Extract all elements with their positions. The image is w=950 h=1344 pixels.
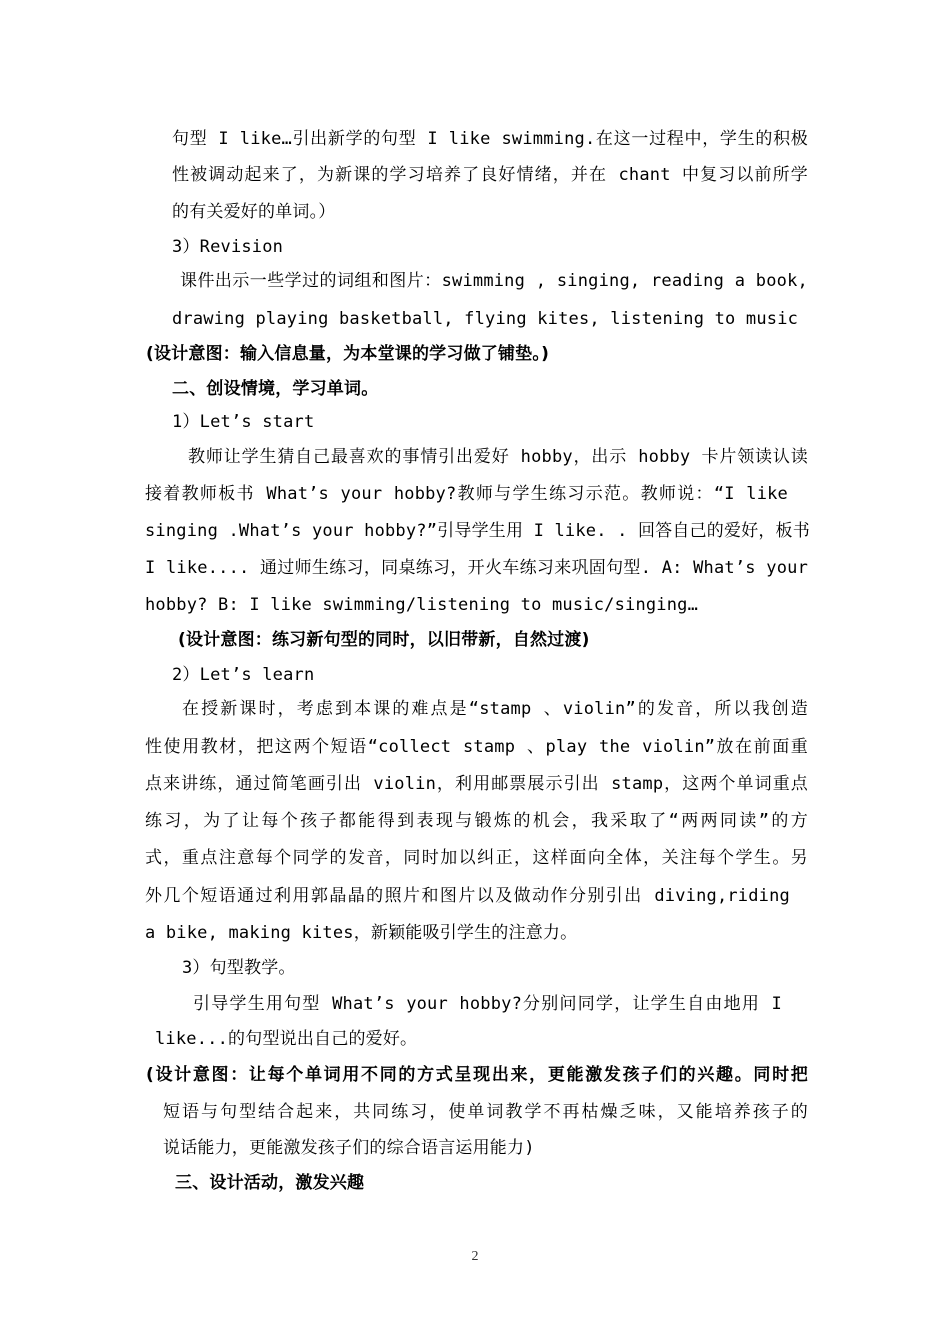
paragraph-line: drawing playing basketball, flying kites, listening to music <box>172 309 799 329</box>
paragraph-line: 教师让学生猜自己最喜欢的事情引出爱好 hobby，出示 hobby 卡片领读认读 <box>188 447 808 467</box>
paragraph-line: 接着教师板书 What’s your hobby?教师与学生练习示范。教师说：“I like <box>145 484 788 504</box>
paragraph-line: 句型 I like…引出新学的句型 I like swimming.在这一过程中，学生的积极 <box>172 129 808 149</box>
list-item-heading: 2）Let’s learn <box>172 665 315 685</box>
list-item-heading: 1）Let’s start <box>172 412 315 432</box>
paragraph-line: I like.... 通过师生练习，同桌练习，开火车练习来巩固句型. A: What’s your <box>145 558 808 578</box>
paragraph-line: 性使用教材，把这两个短语“collect stamp 、play the violin”放在前面重 <box>145 737 808 757</box>
paragraph-line: 在授新课时，考虑到本课的难点是“stamp 、violin”的发音，所以我创造 <box>182 699 808 719</box>
section-heading: 三、设计活动，激发兴趣 <box>175 1173 365 1193</box>
paragraph-line: 式，重点注意每个同学的发音，同时加以纠正，这样面向全体，关注每个学生。另 <box>145 848 808 868</box>
paragraph-line: 练习，为了让每个孩子都能得到表现与锻炼的机会，我采取了“两两同读”的方 <box>145 811 808 831</box>
paragraph-line: 短语与句型结合起来，共同练习，使单词教学不再枯燥乏味，又能培养孩子的 <box>163 1102 808 1122</box>
paragraph-line: singing .What’s your hobby?”引导学生用 I like. . 回答自己的爱好，板书 <box>145 521 810 541</box>
section-heading: 二、创设情境，学习单词。 <box>172 379 379 399</box>
paragraph-line: 外几个短语通过利用郭晶晶的照片和图片以及做动作分别引出 diving,riding <box>145 886 790 906</box>
page-number: 2 <box>471 1249 479 1264</box>
paragraph-line: 性被调动起来了，为新课的学习培养了良好情绪，并在 chant 中复习以前所学 <box>172 165 808 185</box>
list-item-heading: 3）句型教学。 <box>182 958 296 978</box>
paragraph-line: like...的句型说出自己的爱好。 <box>155 1029 418 1049</box>
paragraph-line: 说话能力，更能激发孩子们的综合语言运用能力) <box>163 1138 535 1158</box>
paragraph-line: hobby? B: I like swimming/listening to music/singing… <box>145 595 699 615</box>
design-intent-note: (设计意图：练习新句型的同时，以旧带新，自然过渡) <box>178 630 590 650</box>
paragraph-line: 引导学生用句型 What’s your hobby?分别问同学，让学生自由地用 I <box>193 994 782 1014</box>
paragraph-line: 的有关爱好的单词。） <box>172 202 336 222</box>
list-item-heading: 3）Revision <box>172 237 284 257</box>
design-intent-note: (设计意图：让每个单词用不同的方式呈现出来，更能激发孩子们的兴趣。同时把 <box>146 1065 808 1085</box>
paragraph-line: 课件出示一些学过的词组和图片：swimming , singing, reading a book, <box>180 271 808 291</box>
design-intent-note: (设计意图：输入信息量，为本堂课的学习做了铺垫。) <box>146 344 550 364</box>
paragraph-line: a bike, making kites，新颖能吸引学生的注意力。 <box>145 923 578 943</box>
paragraph-line: 点来讲练，通过简笔画引出 violin，利用邮票展示引出 stamp，这两个单词重点 <box>145 774 808 794</box>
